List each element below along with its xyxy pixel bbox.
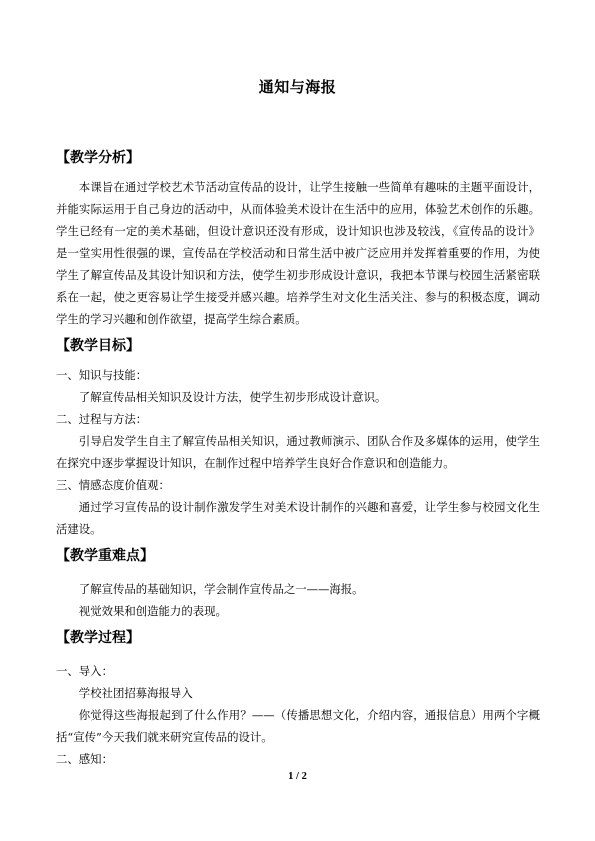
analysis-paragraph: 本课旨在通过学校艺术节活动宣传品的设计，让学生接触一些简单有趣味的主题平面设计，并能实际运用于自己身边的活动中，从而体验美术设计在生活中的应用，体验艺术创作的乐趣。学生已经有一定的美术基础，但设计意识还没有形成，设计知识也涉及较浅，《宣传品的设计》是一堂实用性很强的课，宣传品在学校活动和日常生活中被广泛应用并发挥着重要的作用，为使学生了解宣传品及其设计知识和方法，使学生初步形成设计意识，我把本节课与校园生活紧密联系在一起，使之更容易让学生接受并感兴趣。培养学生对文化生活关注、参与的积极态度，调动学生的学习兴趣和创作欲望，提高学生综合素质。 <box>56 180 540 326</box>
section-heading-process: 【教学过程】 <box>56 630 140 646</box>
process-step-label-intro: 一、导入： <box>56 664 113 678</box>
page-number: 1 / 2 <box>288 771 307 782</box>
process-intro-line: 学校社团招募海报导入 <box>78 686 193 700</box>
document-body <box>56 142 540 770</box>
section-heading-key-points: 【教学重难点】 <box>56 548 154 564</box>
process-step-label-perception: 二、感知： <box>56 752 113 766</box>
key-point-line: 了解宣传品的基础知识，学会制作宣传品之一——海报。 <box>78 582 364 596</box>
goal-text-attitude: 通过学习宣传品的设计制作激发学生对美术设计制作的兴趣和喜爱，让学生参与校园文化生活建设。 <box>56 500 540 536</box>
process-intro-line: 你觉得这些海报起到了什么作用？——（传播思想文化，介绍内容，通报信息）用两个字概括“宣传”今天我们就来研究宣传品的设计。 <box>56 708 540 744</box>
section-heading-analysis: 【教学分析】 <box>56 150 140 166</box>
key-point-line: 视觉效果和创造能力的表现。 <box>78 604 227 618</box>
goal-text-knowledge: 了解宣传品相关知识及设计方法，使学生初步形成设计意识。 <box>78 390 387 404</box>
goal-text-process: 引导启发学生自主了解宣传品相关知识，通过教师演示、团队合作及多媒体的运用，使学生在探究中逐步掌握设计知识，在制作过程中培养学生良好合作意识和创造能力。 <box>56 434 540 470</box>
goal-label-process: 二、过程与方法： <box>56 412 148 426</box>
goal-label-attitude: 三、情感态度价值观： <box>56 478 170 492</box>
goal-label-knowledge: 一、知识与技能： <box>56 368 148 382</box>
section-heading-goals: 【教学目标】 <box>56 338 140 354</box>
document-title: 通知与海报 <box>258 78 337 96</box>
